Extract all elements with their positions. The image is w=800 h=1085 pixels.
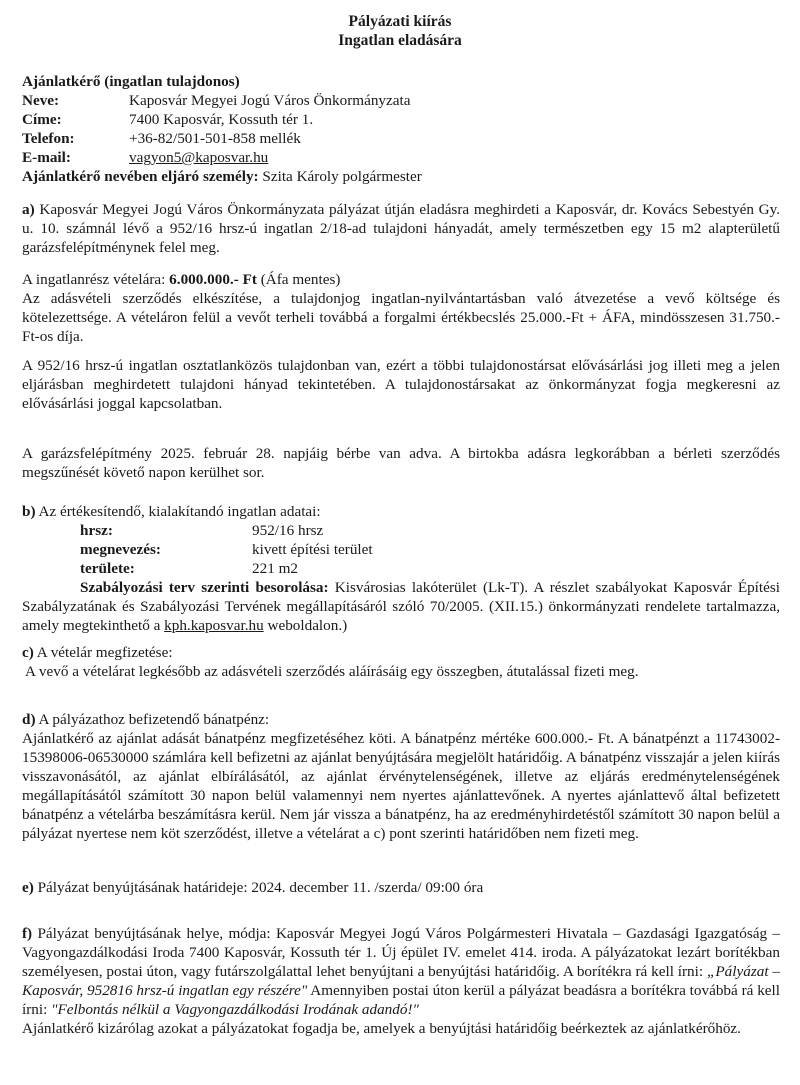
price-suffix: (Áfa mentes): [256, 271, 341, 288]
requester-address-row: [22, 110, 780, 129]
field-label: Neve:: [22, 92, 60, 109]
section-d-heading: [22, 710, 780, 729]
property-row: [22, 559, 780, 578]
section-heading: A vételár megfizetése:: [33, 644, 173, 661]
section-f-closing: Ajánlatkérő kizárólag azokat a pályázatokat fogadja be, amelyek a benyújtási határidőig beérkeztek az ajánlatkérőhöz.: [22, 1020, 741, 1037]
section-marker: b): [22, 503, 36, 520]
section-f: [22, 924, 780, 1038]
property-row: [22, 540, 780, 559]
section-c: [22, 643, 780, 681]
property-label: hrsz:: [80, 522, 113, 539]
section-marker: f): [22, 925, 33, 942]
property-value: 221 m2: [252, 560, 298, 577]
field-value: Kaposvár Megyei Jogú Város Önkormányzata: [129, 92, 411, 109]
price-prefix: A ingatlanrész vételára:: [22, 271, 170, 288]
property-label: megnevezés:: [80, 541, 161, 558]
section-b: [22, 502, 780, 635]
section-marker: a): [22, 201, 35, 218]
section-marker: d): [22, 711, 36, 728]
document-subtitle: Ingatlan eladására: [338, 32, 462, 49]
representative-value: Szita Károly polgármester: [258, 168, 422, 185]
zoning-paragraph: [22, 578, 780, 635]
requester-email-row: [22, 148, 780, 167]
section-a-preemption: A 952/16 hrsz-ú ingatlan osztatlanközös tulajdonban van, ezért a többi tulajdonostársat elővásárlási jog illeti meg a jelen eljárásban meghirdetett tulajdoni hányad tekintetében. A tulajdonostársakat az önkormányzat fogja megkeresni az elővásárlási joggal kapcsolatban.: [22, 357, 780, 412]
representative-label: Ajánlatkérő nevében eljáró személy:: [22, 168, 259, 185]
section-c-heading: [22, 643, 780, 662]
zoning-text: Kisvárosias lakóterület (Lk-T). A részlet szabályokat Kaposvár Építési Szabályzatának és Szabályozási Tervének megállapításáról szóló 70/2005. (XII.15.) önkormányzati rendelete tartalmazza, amely megtekinthető a: [22, 579, 780, 634]
field-value: +36-82/501-501-858 mellék: [129, 130, 301, 147]
section-d-text: Ajánlatkérő az ajánlat adását bánatpénz megfizetéséhez köti. A bánatpénz mértéke 600.000.- Ft. A bánatpénzt a 11743002-15398006-06530000 számlára kell befizetni az ajánlat benyújtására megjelölt határidőig. A bánatpénz visszajár a jelen kiírás visszavonásától, az ajánlat elbírálásától, az ajánlat érvénytelenségének, illetve az eljárás eredménytelenségének megállapításától számított 30 napon belül valamennyi nem nyertes ajánlattevőnek. A nyertes ajánlattevő által befizetett bánatpénz a vételárba beszámításra kerül. Nem jár vissza a bánatpénz, ha az eredményhirdetéstől számított 30 napon belül a pályázat nyertese nem köt szerződést, illetve a vételárat a c) pont szerinti határidőben nem fizeti meg.: [22, 730, 780, 842]
property-value: 952/16 hrsz: [252, 522, 324, 539]
price-value: 6.000.000.- Ft: [169, 271, 257, 288]
section-e: [22, 878, 780, 897]
zoning-text-end: weboldalon.): [263, 617, 348, 634]
section-d: [22, 710, 780, 843]
email-link[interactable]: vagyon5@kaposvar.hu: [129, 149, 269, 166]
submission-text: Pályázat benyújtásának helye, módja: Kaposvár Megyei Jogú Város Polgármesteri Hivatala – Gazdasági Igazgatóság – Vagyongazdálkodási Iroda 7400 Kaposvár, Kossuth tér 1. Új épület IV. emelet 414. iroda. A pályázatokat lezárt borítékban személyesen, postai úton, vagy futárszolgálattal lehet benyújtani a benyújtási határidőig. A borítékra rá kell írni:: [22, 925, 780, 980]
section-a-price: [22, 270, 780, 289]
section-a-lease: A garázsfelépítmény 2025. február 28. napjáig bérbe van adva. A birtokba adásra legkorábban a bérleti szerződés megszűnését követő napon kerülhet sor.: [22, 445, 780, 481]
zoning-website-link[interactable]: kph.kaposvar.hu: [164, 617, 264, 634]
section-heading: A pályázathoz befizetendő bánatpénz:: [35, 711, 270, 728]
property-value: kivett építési terület: [252, 541, 373, 558]
section-b-heading: [22, 502, 780, 521]
section-marker: c): [22, 644, 34, 661]
section-a-costs: Az adásvételi szerződés elkészítése, a tulajdonjog ingatlan-nyilvántartásban való átvezetése a vevő költsége és kötelezettsége. A vételáron felül a vevőt terheli továbbá a forgalmi értékbecslés 25.000.-Ft + ÁFA, mindösszesen 31.750.- Ft-os díja.: [22, 290, 780, 345]
zoning-label: Szabályozási terv szerinti besorolása:: [80, 579, 329, 596]
field-label: Telefon:: [22, 130, 75, 147]
section-f-text: [22, 924, 780, 1019]
deadline-text: Pályázat benyújtásának határideje: 2024. december 11. /szerda/ 09:00 óra: [33, 879, 484, 896]
postal-label: "Felbontás nélkül a Vagyongazdálkodási Irodának adandó!": [51, 1001, 419, 1018]
requester-block: [22, 72, 780, 186]
requester-heading: Ajánlatkérő (ingatlan tulajdonos): [22, 73, 240, 90]
document-title: Pályázati kiírás: [348, 13, 452, 30]
postal-text: Amennyiben postai úton kerül a pályázat beadásra a borítékra továbbá rá kell írni:: [22, 982, 780, 1018]
property-row: [22, 521, 780, 540]
property-label: területe:: [80, 560, 135, 577]
representative-row: [22, 167, 780, 186]
field-label: Címe:: [22, 111, 62, 128]
section-text: Kaposvár Megyei Jogú Város Önkormányzata pályázat útján eladásra meghirdeti a Kaposvár, dr. Kovács Sebestyén Gy. u. 10. számnál lévő a 952/16 hrsz-ú ingatlan 2/18-ad tulajdoni hányadát, amely természetben egy 15 m2 alapterületű garázsfelépítménynek felel meg.: [22, 201, 780, 256]
field-label: E-mail:: [22, 149, 71, 166]
envelope-label: „Pályázat – Kaposvár, 952816 hrsz-ú ingatlan egy részére": [22, 963, 780, 999]
requester-name-row: [22, 91, 780, 110]
section-c-text: A vevő a vételárat legkésőbb az adásvételi szerződés aláírásáig egy összegben, átutalással fizeti meg.: [25, 663, 639, 680]
section-heading: Az értékesítendő, kialakítandó ingatlan adatai:: [35, 503, 321, 520]
requester-phone-row: [22, 129, 780, 148]
field-value: 7400 Kaposvár, Kossuth tér 1.: [129, 111, 314, 128]
section-marker: e): [22, 879, 34, 896]
section-a-intro: [22, 200, 780, 257]
